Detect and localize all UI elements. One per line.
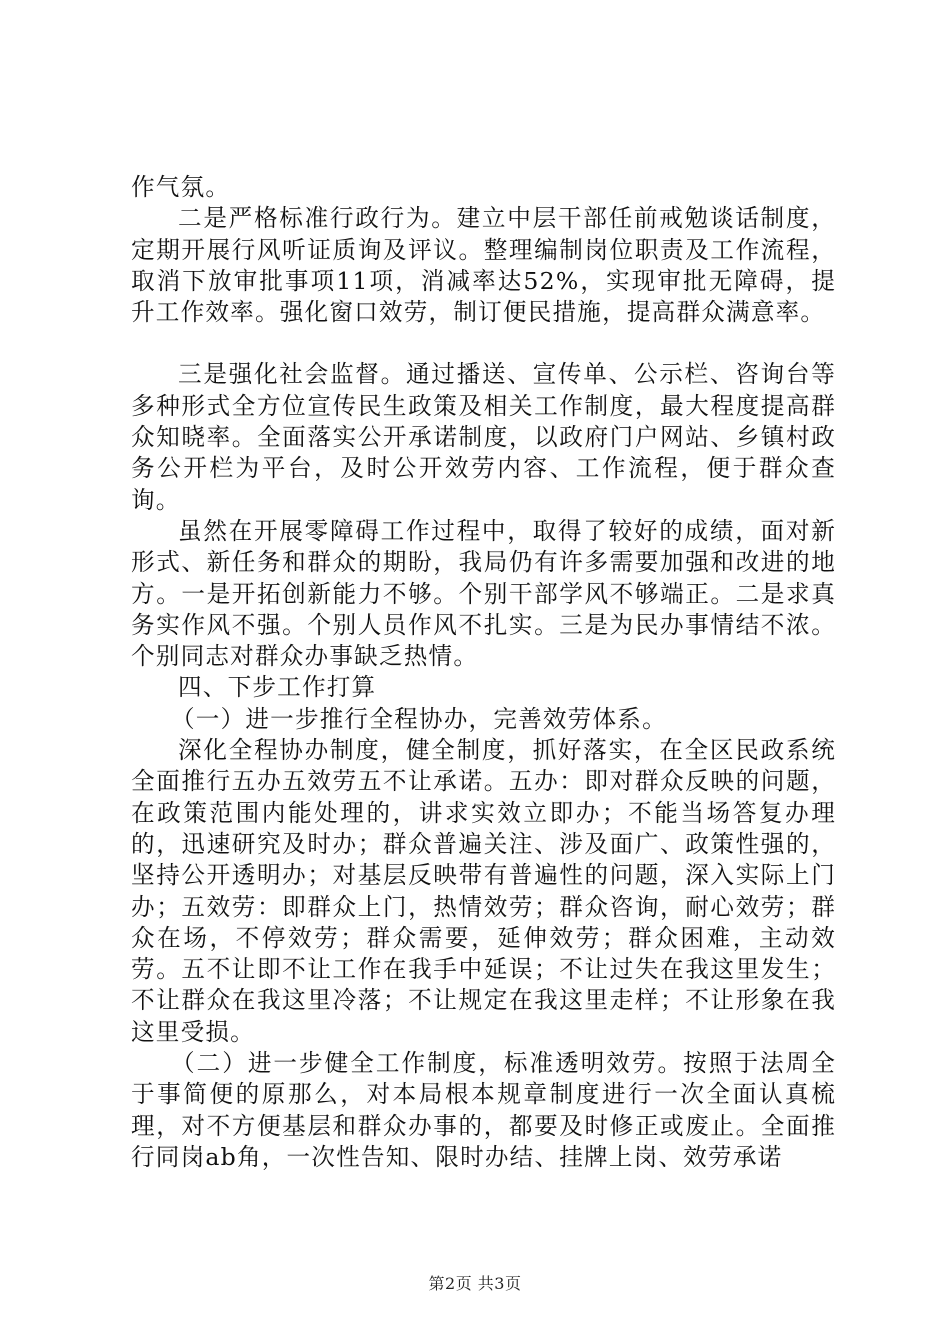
subheading-one: （一）进一步推行全程协办，完善效劳体系。 xyxy=(171,704,667,733)
paragraph-shortcomings: 虽然在开展零障碍工作过程中，取得了较好的成绩，面对新形式、新任务和群众的期盼，我局仍有许多需要加强和改进的地方。一是开拓创新能力不够。个别干部学风不够端正。二是求真务实作风不强。个别人员作风不扎实。三是为民办事情结不浓。个别同志对群众办事缺乏热情。 xyxy=(131,516,836,671)
page-number-footer: 第2页 共3页 xyxy=(428,1274,522,1293)
paragraph-full-process-assistance: 深化全程协办制度，健全制度，抓好落实，在全区民政系统全面推行五办五效劳五不让承诺。五办：即对群众反映的问题，在政策范围内能处理的，讲求实效立即办；不能当场答复办理的，迅速研究及时办；群众普遍关注、涉及面广、政策性强的，坚持公开透明办；对基层反映带有普遍性的问题，深入实际上门办；五效劳：即群众上门，热情效劳；群众咨询，耐心效劳；群众在场，不停效劳；群众需要，延伸效劳；群众困难，主动效劳。五不让即不让工作在我手中延误；不让过失在我这里发生；不让群众在我这里冷落；不让规定在我这里走样；不让形象在我这里受损。 xyxy=(131,736,836,1046)
paragraph-administrative-conduct: 二是严格标准行政行为。建立中层干部任前戒勉谈话制度，定期开展行风听证质询及评议。整理编制岗位职责及工作流程，取消下放审批事项11项，消减率达52%，实现审批无障碍，提升工作效率。强化窗口效劳，制订便民措施，提高群众满意率。 xyxy=(131,204,836,327)
paragraph-continuation: 作气氛。 xyxy=(131,173,231,201)
paragraph-work-system: （二）进一步健全工作制度，标准透明效劳。按照于法周全于事简便的原那么，对本局根本规章制度进行一次全面认真梳理，对不方便基层和群众办事的，都要及时修正或废止。全面推行同岗ab角，一次性告知、限时办结、挂牌上岗、效劳承诺 xyxy=(131,1049,836,1171)
paragraph-social-supervision: 三是强化社会监督。通过播送、宣传单、公示栏、咨询台等多种形式全方位宣传民生政策及相关工作制度，最大程度提高群众知晓率。全面落实公开承诺制度，以政府门户网站、乡镇村政务公开栏为平台，及时公开效劳内容、工作流程，便于群众查询。 xyxy=(131,360,836,514)
document-body xyxy=(131,172,836,1173)
section-heading-next-steps: 四、下步工作打算 xyxy=(178,673,377,702)
